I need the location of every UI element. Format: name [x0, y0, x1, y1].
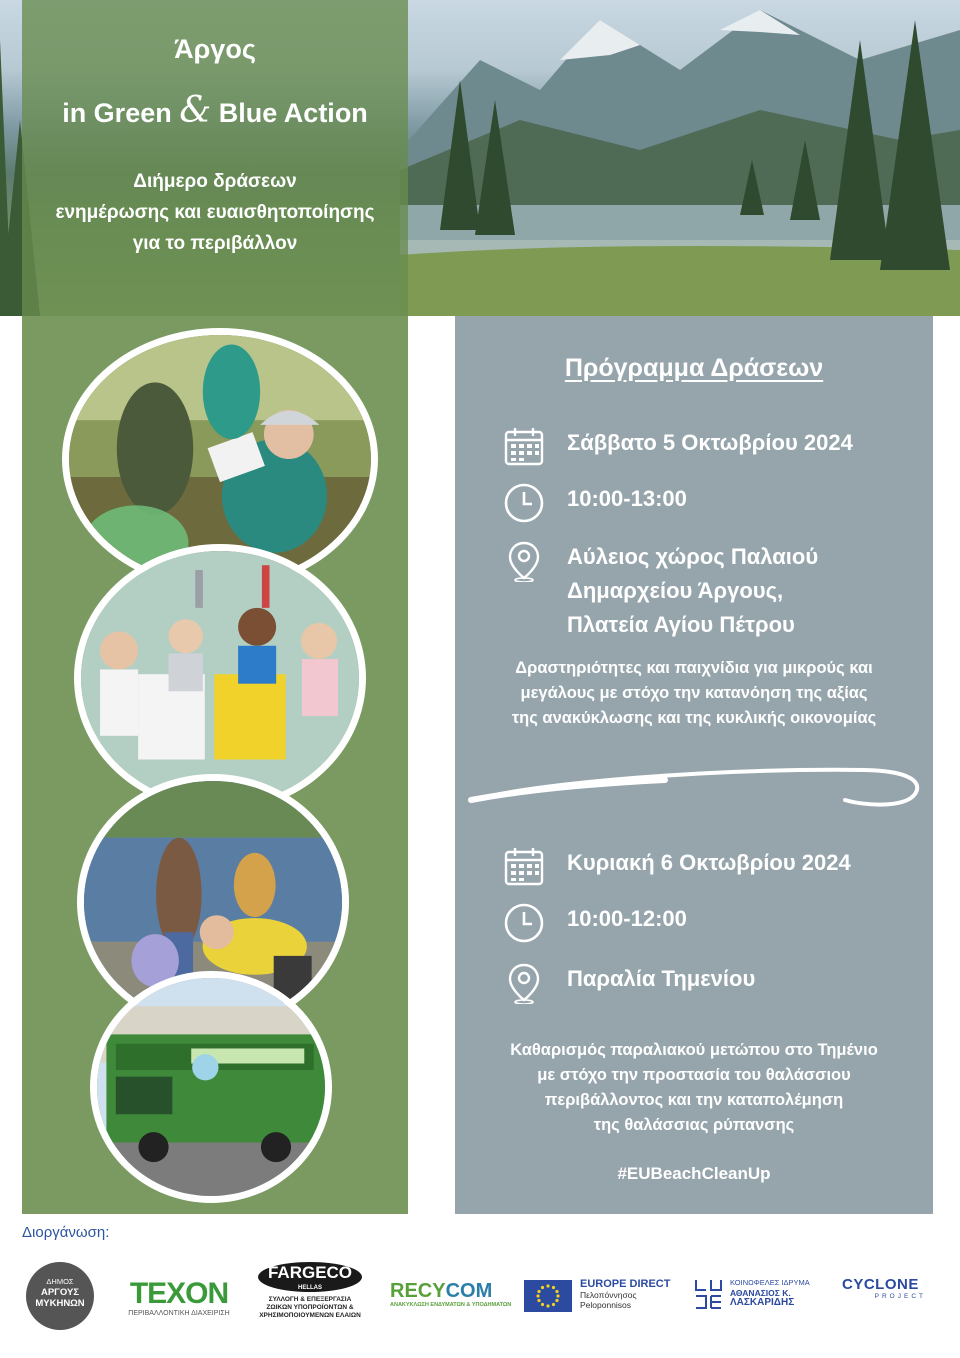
cyclone-sub: PROJECT — [874, 1293, 926, 1300]
recycom-tagline: ΑΝΑΚΥΚΛΩΣΗ ΕΝΔΥΜΑΤΩΝ & ΥΠΟΔΗΜΑΤΩΝ — [390, 1302, 512, 1308]
laskaridis-emblem-icon — [694, 1278, 724, 1310]
swoosh-divider — [465, 760, 925, 820]
cyclone-project-logo — [842, 1276, 930, 1300]
europe-direct-sub: Πελοπόννησος — [580, 1290, 637, 1300]
saturday-time: 10:00-13:00 — [567, 486, 687, 511]
hero-banner — [0, 0, 960, 316]
saturday-date-row — [503, 426, 853, 468]
subtitle-green: in Green — [62, 98, 172, 128]
sunday-date: Κυριακή 6 Οκτωβρίου 2024 — [567, 850, 851, 875]
saturday-location — [567, 540, 818, 642]
sunday-description — [455, 1038, 933, 1138]
fargeco-tagline-line: ΣΥΛΛΟΓΗ & ΕΠΕΞΕΡΓΑΣΙΑ — [268, 1296, 352, 1303]
sunday-location — [567, 962, 755, 996]
logo-text: ΔΗΜΟΣ — [46, 1277, 74, 1286]
laskaridis-name-line: ΑΘΑΝΑΣΙΟΣ Κ. — [730, 1288, 791, 1298]
logo-text: ΜΥΚΗΝΩΝ — [35, 1298, 85, 1309]
location-pin-icon — [503, 540, 545, 582]
kids-recycling-photo — [74, 544, 366, 812]
location-line: Παραλία Τημενίου — [567, 966, 756, 991]
europe-direct-name: EUROPE DIRECT — [580, 1278, 671, 1290]
subtitle-blue: Blue Action — [218, 98, 368, 128]
laskaridis-name-line: ΛΑΣΚΑΡΙΔΗΣ — [730, 1297, 795, 1308]
logo-text: ΑΡΓΟΥΣ — [40, 1287, 80, 1298]
description-line: Καθαρισμός παραλιακού μετώπου στο Τημένιο — [510, 1041, 878, 1059]
sunday-date-row — [503, 846, 851, 888]
event-description-line: Διήμερο δράσεων — [133, 171, 297, 192]
texon-tagline: ΠΕΡΙΒΑΛΛΟΝΤΙΚΗ ΔΙΑΧΕΙΡΙΣΗ — [128, 1310, 230, 1317]
recycom-logo — [390, 1280, 512, 1308]
cyclone-name: CYCLONE — [842, 1276, 919, 1293]
organizers-label: Διοργάνωση: — [22, 1224, 110, 1241]
description-line: Δραστηριότητες και παιχνίδια για μικρούς και — [515, 659, 873, 677]
calendar-icon — [503, 846, 545, 888]
location-line: Πλατεία Αγίου Πέτρου — [567, 612, 795, 637]
saturday-location-row — [503, 540, 818, 642]
hashtag: #EUBeachCleanUp — [617, 1164, 771, 1183]
hero-title-panel — [22, 0, 408, 316]
fargeco-name: FARGECO — [267, 1263, 353, 1282]
location-line: Δημαρχείου Άργους, — [567, 578, 784, 603]
fargeco-logo — [254, 1262, 366, 1320]
laskaridis-foundation-logo — [694, 1278, 820, 1312]
sunday-location-row — [503, 962, 755, 1004]
europe-direct-logo — [524, 1278, 674, 1314]
clock-icon — [503, 902, 545, 944]
fargeco-sub: HELLAS — [298, 1285, 322, 1291]
description-line: μεγάλους με στόχο την κατανόηση της αξίας — [520, 684, 868, 702]
location-line: Αύλειος χώρος Παλαιού — [567, 544, 819, 569]
description-line: της θαλάσσιας ρύπανσης — [593, 1116, 795, 1134]
saturday-description — [455, 656, 933, 731]
description-line: με στόχο την προστασία του θαλάσσιου — [537, 1066, 851, 1084]
event-subtitle — [22, 90, 408, 131]
sunday-time: 10:00-12:00 — [567, 906, 687, 931]
fargeco-tagline-line: ΧΡΗΣΙΜΟΠΟΙΟΥΜΕΝΩΝ ΕΛΑΙΩΝ — [259, 1312, 361, 1319]
program-title: Πρόγραμμα Δράσεων — [564, 354, 824, 382]
subtitle-ampersand: & — [179, 90, 212, 131]
texon-name: ΤΕΧΟΝ — [129, 1277, 229, 1310]
photo-column — [22, 316, 408, 1214]
description-line: της ανακύκλωσης και της κυκλικής οικονομίας — [511, 709, 877, 727]
recycom-name-a: RECY — [390, 1280, 446, 1302]
sunday-time-row — [503, 902, 687, 944]
dimos-argous-logo — [26, 1262, 94, 1330]
fargeco-tagline-line: ΖΩΙΚΩΝ ΥΠΟΠΡΟΪΟΝΤΩΝ & — [266, 1304, 354, 1311]
event-city-title: Άργος — [174, 34, 256, 64]
description-line: περιβάλλοντος και την καταπολέμηση — [544, 1091, 844, 1109]
event-description — [22, 166, 408, 259]
saturday-date: Σάββατο 5 Οκτωβρίου 2024 — [567, 430, 853, 455]
texon-logo — [124, 1278, 234, 1317]
laskaridis-name-line: ΚΟΙΝΩΦΕΛΕΣ ΙΔΡΥΜΑ — [730, 1278, 810, 1287]
recycom-name-b: COM — [445, 1280, 493, 1302]
event-description-line: ενημέρωσης και ευαισθητοποίησης — [55, 202, 375, 223]
eu-flag-icon — [524, 1280, 572, 1312]
event-description-line: για το περιβάλλον — [132, 233, 298, 254]
saturday-time-row — [503, 482, 687, 524]
environment-bus-photo — [90, 971, 332, 1203]
calendar-icon — [503, 426, 545, 468]
clock-icon — [503, 482, 545, 524]
location-pin-icon — [503, 962, 545, 1004]
europe-direct-sub: Peloponnisos — [580, 1300, 632, 1310]
